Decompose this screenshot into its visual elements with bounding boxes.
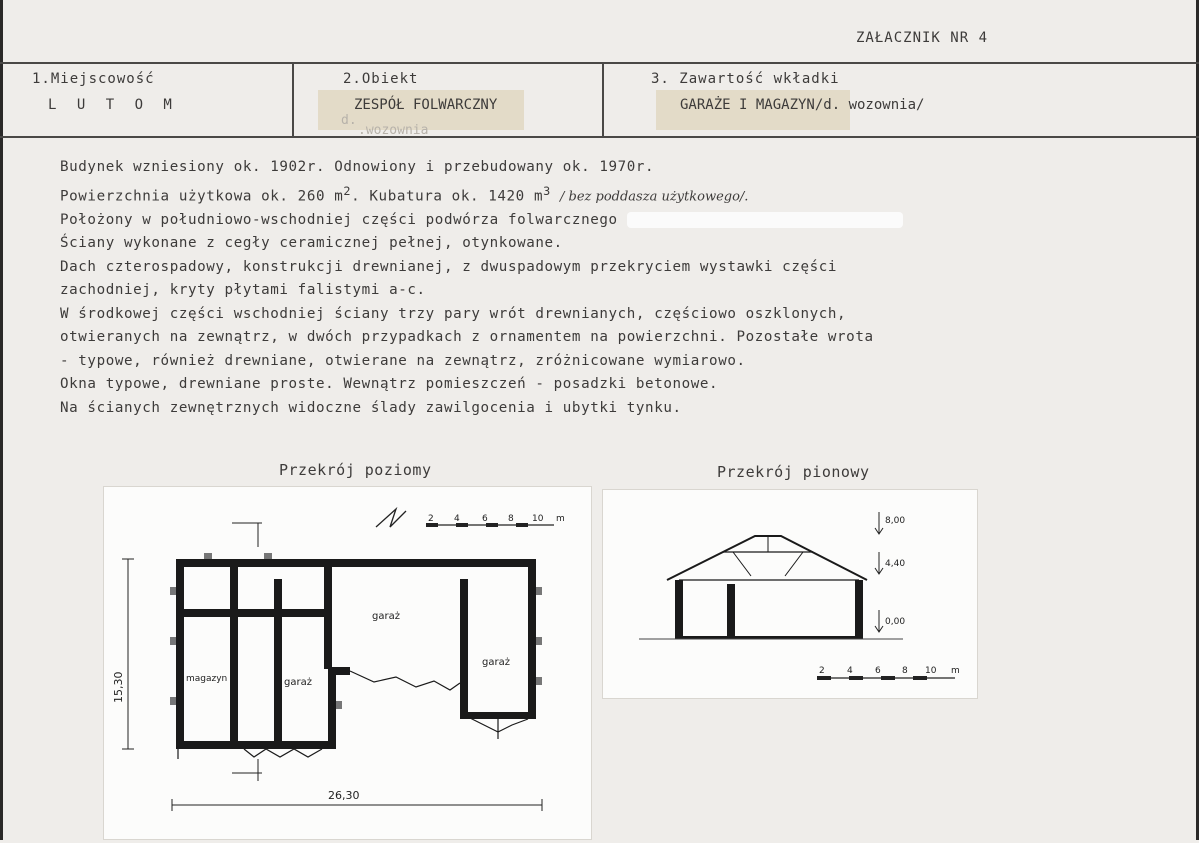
plan-title: Przekrój poziomy	[279, 461, 432, 479]
description-line: Budynek wzniesiony ok. 1902r. Odnowiony i przebudowany ok. 1970r.	[60, 159, 655, 175]
room-label-magazyn: magazyn	[186, 674, 228, 684]
section-title: Przekrój pionowy	[717, 463, 870, 481]
volume-text: . Kubatura ok. 1420 m	[351, 188, 544, 205]
header-divider-2	[602, 62, 604, 136]
description-line: Dach czterospadowy, konstrukcji drewnianej, z dwuspadowym przekryciem wystawki części	[60, 258, 838, 275]
section-svg	[603, 490, 977, 698]
header-bottom-rule	[0, 136, 1199, 138]
handwritten-note: / bez poddasza użytkowego/.	[560, 189, 749, 205]
area-text: Powierzchnia użytkowa ok. 260 m	[60, 188, 344, 205]
plan-scale-tick: 10	[532, 514, 544, 524]
description-line	[60, 209, 1060, 233]
plan-scale-tick: 4	[454, 514, 460, 524]
locality-label: 1.Miejscowość	[32, 71, 155, 87]
section-scale-tick: 6	[875, 666, 881, 676]
room-label-garaz-right: garaż	[482, 657, 510, 668]
floor-plan-svg	[104, 487, 591, 839]
plan-scale-tick: 2	[428, 514, 434, 524]
section-scale-tick: 2	[819, 666, 825, 676]
redaction-mark	[627, 212, 903, 228]
room-label-garaz-left: garaż	[284, 677, 312, 688]
plan-height-dimension: 15,30	[112, 671, 125, 703]
page-edge-left	[0, 0, 3, 840]
level-top: 8,00	[885, 516, 906, 526]
header-divider-1	[292, 62, 294, 136]
superscript-2: 2	[343, 183, 352, 198]
vertical-section-drawing	[603, 490, 977, 698]
description-text	[60, 156, 1060, 420]
description-line: Na ścianych zewnętrznych widoczne ślady zawilgocenia i ubytki tynku.	[60, 399, 682, 416]
content-label: 3. Zawartość wkładki	[651, 71, 840, 87]
level-zero: 0,00	[885, 617, 906, 627]
content-value-suffix: /d. wozownia/	[814, 97, 925, 113]
plan-scale-tick: 6	[482, 514, 488, 524]
content-value	[680, 97, 924, 113]
location-text: Położony w południowo-wschodniej części podwórza folwarcznego	[60, 211, 618, 228]
object-value: ZESPÓŁ FOLWARCZNY	[354, 97, 498, 113]
description-line: otwieranych na zewnątrz, w dwóch przypadkach z ornamentem na powierzchni. Pozostałe wrota	[60, 329, 874, 346]
section-scale-tick: 10	[925, 666, 937, 676]
object-ghost-1: d.	[341, 113, 357, 128]
description-line: Ściany wykonane z cegły ceramicznej pełnej, otynkowane.	[60, 235, 563, 252]
header-top-rule	[0, 62, 1199, 64]
floor-plan-drawing	[104, 487, 591, 839]
plan-scale-tick: m	[556, 514, 565, 524]
description-line: zachodniej, kryty płytami falistymi a-c.	[60, 282, 426, 299]
description-line	[60, 180, 1060, 209]
locality-value: L U T O M	[48, 97, 178, 113]
plan-scale-tick: 8	[508, 514, 514, 524]
object-label: 2.Obiekt	[343, 71, 419, 87]
section-scale-tick: 8	[902, 666, 908, 676]
content-value-main: GARAŻE I MAGAZYN	[680, 97, 815, 113]
attachment-number: ZAŁACZNIK NR 4	[856, 30, 989, 46]
plan-width-dimension: 26,30	[328, 789, 360, 802]
north-arrow-icon	[376, 509, 406, 527]
object-ghost-2: .wozownia	[358, 123, 429, 138]
description-line: Okna typowe, drewniane proste. Wewnątrz pomieszczeń - posadzki betonowe.	[60, 376, 719, 393]
room-label-garaz-mid: garaż	[372, 611, 400, 622]
level-mid: 4,40	[885, 559, 906, 569]
description-line: W środkowej części wschodniej ściany trzy pary wrót drewnianych, częściowo oszklonych,	[60, 305, 847, 322]
description-line: - typowe, również drewniane, otwierane na zewnątrz, zróżnicowane wymiarowo.	[60, 352, 746, 369]
superscript-3: 3	[543, 183, 551, 198]
section-scale-tick: 4	[847, 666, 853, 676]
section-scale-tick: m	[951, 666, 960, 676]
